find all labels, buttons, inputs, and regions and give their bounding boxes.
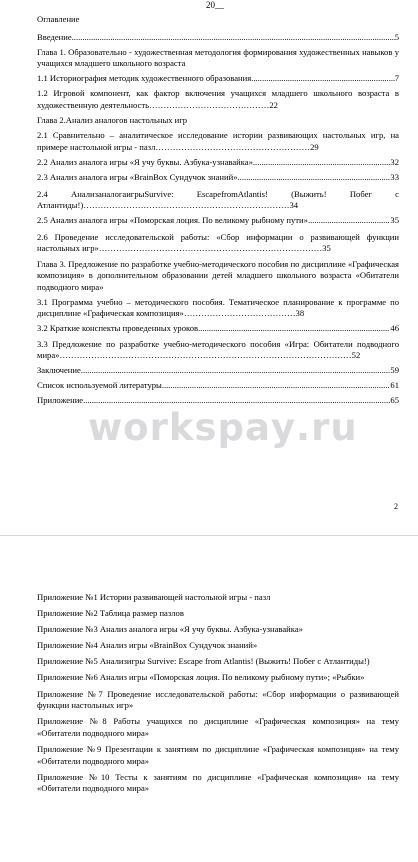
toc-entry-label: 1.2 Игровой компонент, как фактор включения учащихся младшего школьного возраста в художественную деятельность — [37, 88, 399, 110]
toc-entry-conclusion[interactable] — [37, 365, 399, 377]
toc-entry-page: 34 — [289, 200, 299, 211]
dot-leader — [198, 323, 390, 335]
toc-entry-page: 35 — [322, 243, 331, 254]
appendix-item: Приложение №2 Таблица размер пазлов — [37, 608, 184, 619]
toc-entry-appendix[interactable] — [37, 395, 399, 407]
toc-entry-page: 33 — [390, 171, 399, 182]
toc-entry-2-5[interactable] — [37, 215, 399, 227]
toc-entry-2-2[interactable] — [37, 157, 399, 169]
page-number-top: 20__ — [206, 0, 224, 10]
toc-entry-page: 52 — [351, 350, 361, 361]
toc-entry-page: 32 — [390, 156, 399, 167]
dot-leader — [251, 73, 395, 85]
appendix-item: Приложение №1 Истории развивающей настольной игры - пазл — [37, 592, 271, 602]
table-of-contents — [37, 12, 399, 407]
toc-entry-page: 29 — [310, 141, 319, 152]
appendix-item: Приложение №10 Тесты к занятиям по дисциплине «Графическая композиция» на тему «Обитатели подводного мира» — [37, 771, 399, 794]
dot-leader — [238, 172, 391, 184]
toc-entry-label: Введение — [37, 31, 72, 42]
toc-entry-3-2[interactable] — [37, 323, 399, 335]
watermark: worksрау.ru — [88, 406, 358, 449]
page-number-bottom: 2 — [394, 502, 398, 511]
appendix-item: Приложение №7 Проведение исследовательской работы: «Сбор информации о развивающей функции настольных игр» — [37, 688, 399, 711]
toc-title: Оглавление — [37, 14, 80, 25]
toc-entry-label: 2.4 АнализаналогаигрыSurvive: EscapefromAtlantis! (Выжить! Побег с Атлантиды!) — [37, 188, 399, 211]
toc-chapter-1: Глава 1. Образовательно - художественная методология формирования художественных навыков у учащихся младшего школьного возраста — [37, 46, 399, 69]
appendix-list — [37, 592, 399, 799]
dot-leader — [72, 32, 395, 44]
toc-entry-page: 35 — [390, 215, 399, 226]
toc-entry-page: 5 — [394, 31, 399, 42]
toc-entry-3-3[interactable]: 3.3 Предложение по разработке учебно-методического пособия «Игра: Обитатели подводного мира»…………………………………………………………………………………………52 — [37, 338, 399, 361]
toc-entry-label: 3.1 Программа учебно – методического пособия. Тематическое планирование к программе по дисциплине «Графическая композиция» — [37, 296, 399, 319]
toc-entry-page: 59 — [390, 365, 399, 376]
toc-entry-label: 2.3 Анализ аналога игры «BrainBox Сундучок знаний» — [37, 171, 238, 182]
appendix-item: Приложение №8 Работы учащихся по дисциплине «Графическая композиция» на тему «Обитатели подводного мира» — [37, 716, 399, 738]
toc-entry-label: 1.1 Историография методик художественного образования — [37, 73, 252, 84]
toc-entry-page: 61 — [390, 380, 399, 391]
toc-entry-1-2[interactable]: 1.2 Игровой компонент, как фактор включения учащихся младшего школьного возраста в художественную деятельность……………………………………22 — [37, 88, 399, 110]
toc-entry-label: 3.2 Краткие конспекты проведенных уроков — [37, 323, 199, 334]
appendix-item: Приложение №3 Анализ аналога игры «Я учу буквы. Азбука-узнавайка» — [37, 624, 303, 635]
toc-entry-page: 7 — [394, 73, 399, 84]
dot-leader — [81, 365, 391, 377]
appendix-item: Приложение №4 Анализ игры «BrainBox Сундучок знаний» — [37, 640, 258, 651]
toc-entry-label: 2.1 Сравнительно – аналитическое исследование истории развивающих настольных игр, на примере настольной игры - пазл — [37, 130, 399, 152]
toc-entry-1-1[interactable] — [37, 73, 399, 85]
toc-entry-references[interactable] — [37, 380, 399, 392]
appendix-item: Приложение №9 Презентации к занятиям по дисциплине «Графическая композиция» на тему «Обитатели подводного мира» — [37, 743, 399, 766]
toc-entry-3-1[interactable]: 3.1 Программа учебно – методического пособия. Тематическое планирование к программе по дисциплине «Графическая композиция»…………………………………38 — [37, 296, 399, 319]
toc-entry-label: 3.3 Предложение по разработке учебно-методического пособия «Игра: Обитатели подводного мира» — [37, 338, 399, 361]
page-divider — [0, 535, 418, 536]
toc-chapter-2: Глава 2.Анализ аналогов настольных игр — [37, 115, 188, 126]
toc-entry-page: 65 — [390, 395, 399, 406]
toc-entry-2-1[interactable]: 2.1 Сравнительно – аналитическое исследование истории развивающих настольных игр, на примере настольной игры - пазл………………………………………………29 — [37, 130, 399, 152]
dot-leader — [308, 215, 390, 227]
toc-entry-2-3[interactable] — [37, 172, 399, 184]
toc-entry-page: 38 — [295, 308, 305, 319]
toc-entry-label: Приложение — [37, 395, 84, 406]
toc-entry-label: Список используемой литературы — [37, 380, 162, 391]
toc-entry-2-4[interactable]: 2.4 АнализаналогаигрыSurvive: EscapefromAtlantis! (Выжить! Побег с Атлантиды!)………………………………………………………………34 — [37, 188, 399, 211]
toc-entry-intro[interactable] — [37, 32, 399, 44]
toc-entry-label: Заключение — [37, 365, 81, 376]
toc-entry-label: 2.5 Анализ аналога игры «Поморская лоция. По великому рыбному пути» — [37, 215, 308, 226]
dot-leader — [83, 395, 390, 407]
appendix-item: Приложение №6 Анализ игры «Поморская лоция. По великому рыбному пути»; «Рыбки» — [37, 672, 365, 683]
toc-entry-page: 46 — [390, 323, 399, 334]
appendix-item: Приложение №5 Анализигры Survive: Escape from Atlantis! (Выжить! Побег с Атлантиды!) — [37, 656, 370, 667]
toc-entry-label: 2.2 Анализ аналога игры «Я учу буквы. Азбука-узнавайка» — [37, 156, 253, 167]
toc-chapter-3: Глава 3. Предложение по разработке учебно-методического пособия по дисциплине «Графическая композиция» в дополнительном образовании детей младшего школьного возраста «Обитатели подводного мира» — [37, 258, 399, 292]
toc-entry-label: 2.6 Проведение исследовательской работы: «Сбор информации о развивающей функции настольных игр» — [37, 231, 399, 254]
dot-leader — [253, 157, 391, 169]
toc-entry-page: 22 — [269, 99, 278, 110]
dot-leader — [162, 380, 391, 392]
toc-entry-2-6[interactable]: 2.6 Проведение исследовательской работы: «Сбор информации о развивающей функции настольных игр»……………………………………………………………………35 — [37, 231, 399, 254]
